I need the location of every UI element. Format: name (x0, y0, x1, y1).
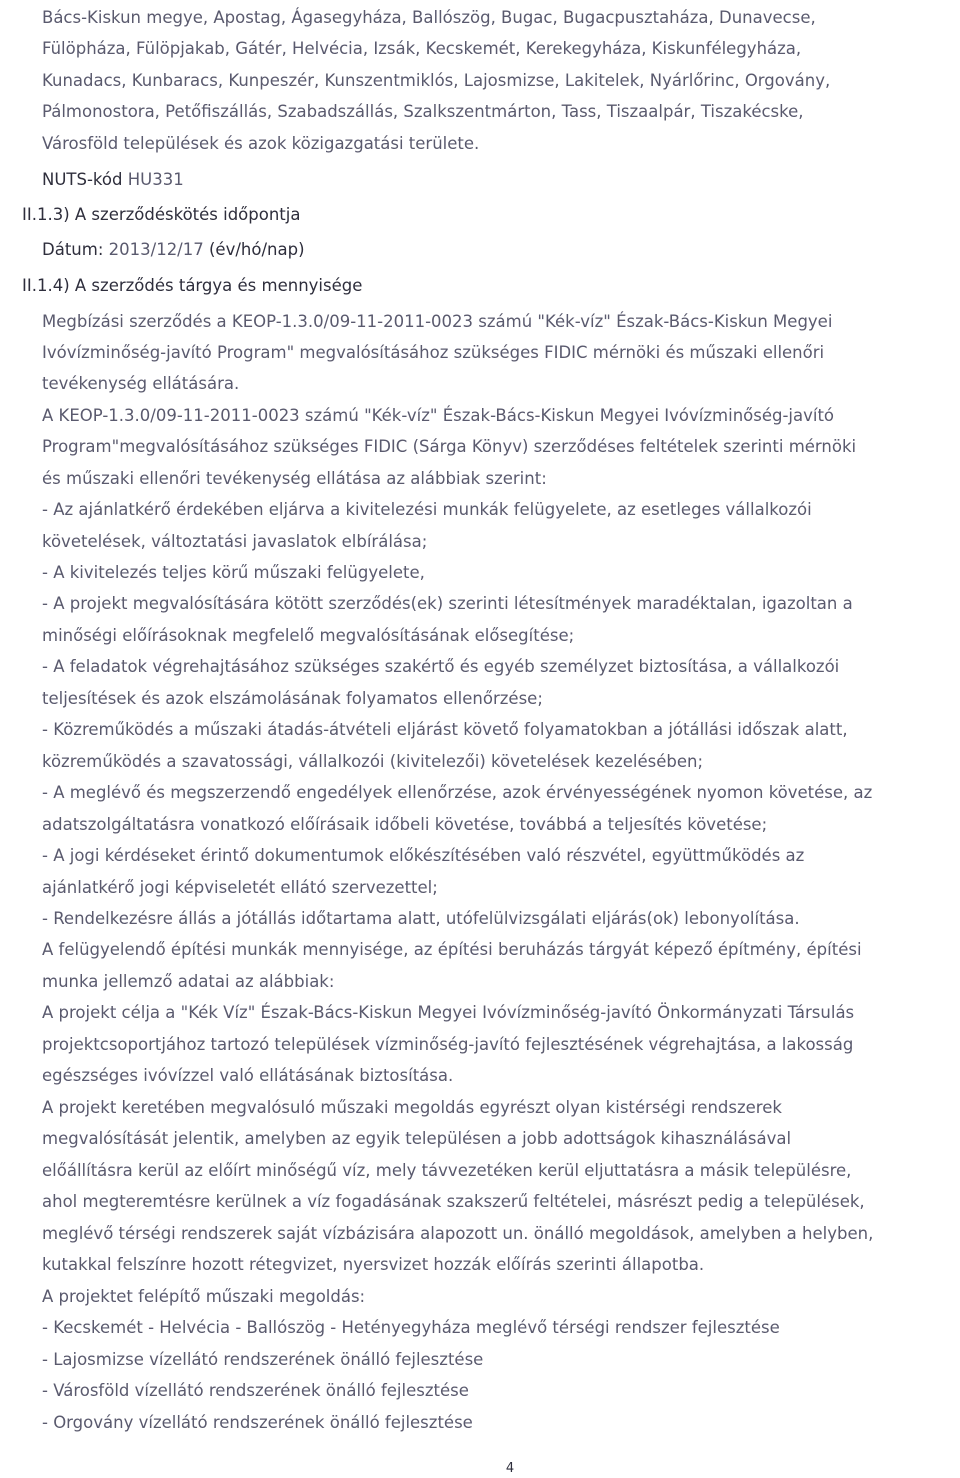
body-line: kutakkal felszínre hozott rétegvizet, nyersvizet hozzák előírás szerinti állapotba. (42, 1255, 705, 1274)
nuts-label: NUTS-kód (42, 170, 123, 189)
body-line: munka jellemző adatai az alábbiak: (42, 972, 335, 991)
body-line: megvalósítását jelentik, amelyben az egyik településen a jobb adottságok kihasználásával (42, 1129, 792, 1148)
body-line: ajánlatkérő jogi képviseletét ellátó szervezettel; (42, 878, 438, 897)
location-line: Kunadacs, Kunbaracs, Kunpeszér, Kunszentmiklós, Lajosmizse, Lakitelek, Nyárlőrinc, Orgovány, (42, 71, 831, 90)
date-label: Dátum: (42, 240, 104, 259)
body-line: Program"megvalósításához szükséges FIDIC (Sárga Könyv) szerződéses feltételek szerinti mérnöki (42, 437, 857, 456)
body-line: meglévő térségi rendszerek saját vízbázisára alapozott un. önálló megoldások, amelyben a helyben, (42, 1224, 874, 1243)
body-line: projektcsoportjához tartozó települések vízminőség-javító fejlesztésének végrehajtása, a lakosság (42, 1035, 854, 1054)
body-line: - A jogi kérdéseket érintő dokumentumok előkészítésében való részvétel, együttműködés az (42, 846, 805, 865)
body-line: - Közreműködés a műszaki átadás-átvételi eljárást követő folyamatokban a jótállási időszak alatt, (42, 720, 848, 739)
body-line: közreműködés a szavatossági, vállalkozói (kivitelezői) követelések kezelésében; (42, 752, 703, 771)
date-format: (év/hó/nap) (209, 240, 305, 259)
body-line: - Orgovány vízellátó rendszerének önálló fejlesztése (42, 1413, 473, 1432)
body-line: teljesítések és azok elszámolásának folyamatos ellenőrzése; (42, 689, 543, 708)
body-line: - A kivitelezés teljes körű műszaki felügyelete, (42, 563, 425, 582)
body-line: minőségi előírásoknak megfelelő megvalósításának elősegítése; (42, 626, 575, 645)
body-line: tevékenység ellátására. (42, 374, 240, 393)
body-line: A projekt célja a "Kék Víz" Észak-Bács-Kiskun Megyei Ivóvízminőség-javító Önkormányzati Társulás (42, 1003, 855, 1022)
body-line: előállításra kerül az előírt minőségű víz, mely távvezetéken kerül eljuttatásra a másik településre, (42, 1161, 852, 1180)
body-line: A projektet felépítő műszaki megoldás: (42, 1287, 366, 1306)
body-line: Ivóvízminőség-javító Program" megvalósításához szükséges FIDIC mérnöki és műszaki ellenőri (42, 343, 825, 362)
location-line: Fülöpháza, Fülöpjakab, Gátér, Helvécia, Izsák, Kecskemét, Kerekegyháza, Kiskunfélegyháza, (42, 39, 802, 58)
body-line: adatszolgáltatásra vonatkozó előírásaik időbeli követése, továbbá a teljesítés követése; (42, 815, 768, 834)
body-line: - A projekt megvalósítására kötött szerződés(ek) szerinti létesítmények maradéktalan, igazoltan a (42, 594, 853, 613)
body-line: ahol megteremtésre kerülnek a víz fogadásának szakszerű feltételei, másrészt pedig a települések, (42, 1192, 865, 1211)
body-line: - A meglévő és megszerzendő engedélyek ellenőrzése, azok érvényességének nyomon követése, az (42, 783, 873, 802)
body-line: - A feladatok végrehajtásához szükséges szakértő és egyéb személyzet biztosítása, a vállalkozói (42, 657, 840, 676)
body-line: - Rendelkezésre állás a jótállás időtartama alatt, utófelülvizsgálati eljárás(ok) lebonyolítása. (42, 909, 800, 928)
body-line: A KEOP-1.3.0/09-11-2011-0023 számú "Kék-víz" Észak-Bács-Kiskun Megyei Ivóvízminőség-javító (42, 406, 835, 425)
date-row (42, 239, 305, 261)
page-number: 4 (505, 1461, 515, 1476)
body-line: követelések, változtatási javaslatok elbírálása; (42, 532, 428, 551)
section-heading-contract-date: II.1.3) A szerződéskötés időpontja (22, 205, 301, 224)
date-value: 2013/12/17 (108, 240, 204, 259)
body-line: és műszaki ellenőri tevékenység ellátása az alábbiak szerint: (42, 469, 547, 488)
body-line: egészséges ivóvízzel való ellátásának biztosítása. (42, 1066, 454, 1085)
nuts-value: HU331 (127, 170, 184, 189)
body-line: - Városföld vízellátó rendszerének önálló fejlesztése (42, 1381, 469, 1400)
section-heading-contract-subject: II.1.4) A szerződés tárgya és mennyisége (22, 276, 363, 295)
body-line: - Lajosmizse vízellátó rendszerének önálló fejlesztése (42, 1350, 484, 1369)
body-line: - Kecskemét - Helvécia - Ballószög - Hetényegyháza meglévő térségi rendszer fejlesztése (42, 1318, 780, 1337)
body-line: A felügyelendő építési munkák mennyisége, az építési beruházás tárgyát képező építmény, építési (42, 940, 862, 959)
body-line: - Az ajánlatkérő érdekében eljárva a kivitelezési munkák felügyelete, az esetleges vállalkozói (42, 500, 812, 519)
body-line: A projekt keretében megvalósuló műszaki megoldás egyrészt olyan kistérségi rendszerek (42, 1098, 782, 1117)
body-line: Megbízási szerződés a KEOP-1.3.0/09-11-2011-0023 számú "Kék-víz" Észak-Bács-Kiskun Megyei (42, 312, 833, 331)
location-line: Bács-Kiskun megye, Apostag, Ágasegyháza, Ballószög, Bugac, Bugacpusztaháza, Dunavecse, (42, 8, 816, 27)
nuts-code-row (42, 169, 184, 191)
location-line: Pálmonostora, Petőfiszállás, Szabadszállás, Szalkszentmárton, Tass, Tiszaalpár, Tiszakécske, (42, 102, 804, 121)
location-line: Városföld települések és azok közigazgatási területe. (42, 134, 480, 153)
